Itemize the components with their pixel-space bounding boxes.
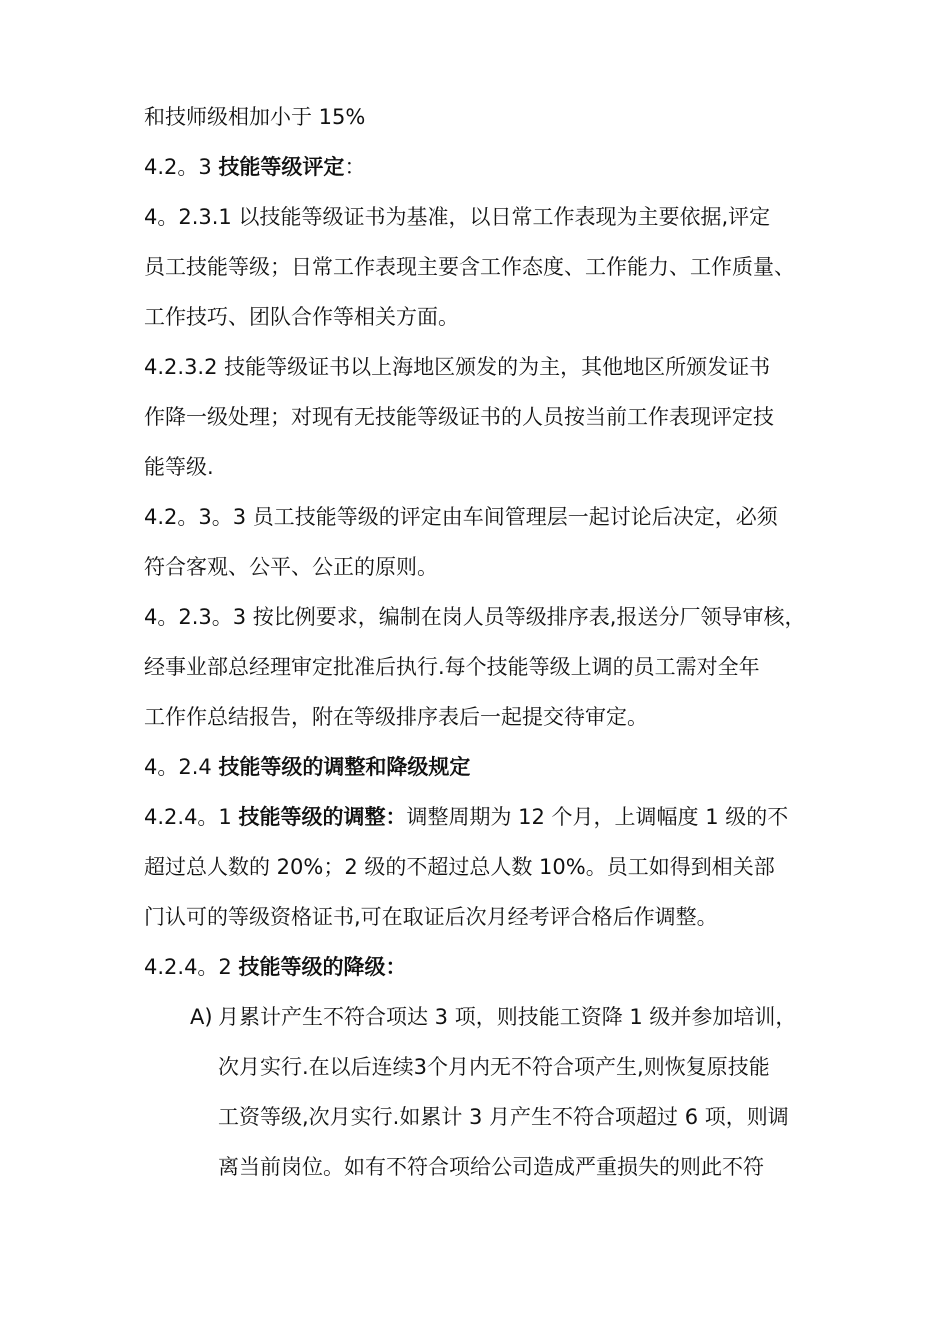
line-text: 4.2。3。3 员工技能等级的评定由车间管理层一起讨论后决定，必须 (144, 505, 778, 529)
list-text: 离当前岗位。如有不符合项给公司造成严重损失的则此不符 (218, 1155, 764, 1179)
section-number: 4.2。3 (144, 155, 219, 179)
section-heading-4-2-4 (144, 742, 824, 792)
text-line (144, 592, 824, 642)
section-title: 技能等级评定 (218, 155, 345, 179)
text-line (144, 242, 824, 292)
list-text: 工资等级,次月实行.如累计 3 月产生不符合项超过 6 项，则调 (218, 1105, 789, 1129)
subsection-number: 4.2.4。2 (144, 955, 239, 979)
text-line (144, 392, 824, 442)
line-text: 能等级. (144, 455, 214, 479)
list-item-continuation (144, 1142, 824, 1192)
list-item-continuation (144, 1092, 824, 1142)
text-line (144, 842, 824, 892)
text-line (144, 492, 824, 542)
section-title: 技能等级的调整和降级规定 (218, 755, 471, 779)
text-line (144, 342, 824, 392)
list-item-a (144, 992, 824, 1042)
text-line (144, 692, 824, 742)
subsection-title: 技能等级的降级： (238, 955, 407, 979)
subsection-number: 4.2.4。1 (144, 805, 239, 829)
line-text: 4。2.3。3 按比例要求，编制在岗人员等级排序表,报送分厂领导审核， (144, 605, 806, 629)
list-text: 月累计产生不符合项达 3 项，则技能工资降 1 级并参加培训， (218, 1005, 797, 1029)
subsection-4-2-4-2 (144, 942, 824, 992)
subsection-title: 技能等级的调整： (238, 805, 407, 829)
line-text: 经事业部总经理审定批准后执行.每个技能等级上调的员工需对全年 (144, 655, 760, 679)
text-line (144, 892, 824, 942)
text-line (144, 192, 824, 242)
line-text: 工作技巧、团队合作等相关方面。 (144, 305, 459, 329)
line-text: 作降一级处理；对现有无技能等级证书的人员按当前工作表现评定技 (144, 405, 774, 429)
line-text: 4.2.3.2 技能等级证书以上海地区颁发的为主，其他地区所颁发证书 (144, 355, 771, 379)
line-text: 符合客观、公平、公正的原则。 (144, 555, 438, 579)
line-text: 超过总人数的 20%；2 级的不超过总人数 10%。员工如得到相关部 (144, 855, 775, 879)
line-text: 门认可的等级资格证书,可在取证后次月经考评合格后作调整。 (144, 905, 718, 929)
section-number: 4。2.4 (144, 755, 219, 779)
line-text: 和技师级相加小于 15% (144, 105, 366, 129)
text-line (144, 542, 824, 592)
text-line (144, 642, 824, 692)
list-text: 次月实行.在以后连续3个月内无不符合项产生,则恢复原技能 (218, 1055, 770, 1079)
subsection-4-2-4-1 (144, 792, 824, 842)
subsection-text: 调整周期为 12 个月，上调幅度 1 级的不 (406, 805, 789, 829)
section-heading-4-2-3 (144, 142, 824, 192)
text-line (144, 442, 824, 492)
line-text: 4。2.3.1 以技能等级证书为基准，以日常工作表现为主要依据,评定 (144, 205, 771, 229)
text-line (144, 292, 824, 342)
section-colon: ： (344, 155, 366, 179)
line-text: 员工技能等级；日常工作表现主要含工作态度、工作能力、工作质量、 (144, 255, 795, 279)
text-line (144, 92, 824, 142)
list-item-continuation (144, 1042, 824, 1092)
document-body (144, 92, 824, 1192)
line-text: 工作作总结报告，附在等级排序表后一起提交待审定。 (144, 705, 648, 729)
list-marker: A) (190, 1005, 213, 1029)
